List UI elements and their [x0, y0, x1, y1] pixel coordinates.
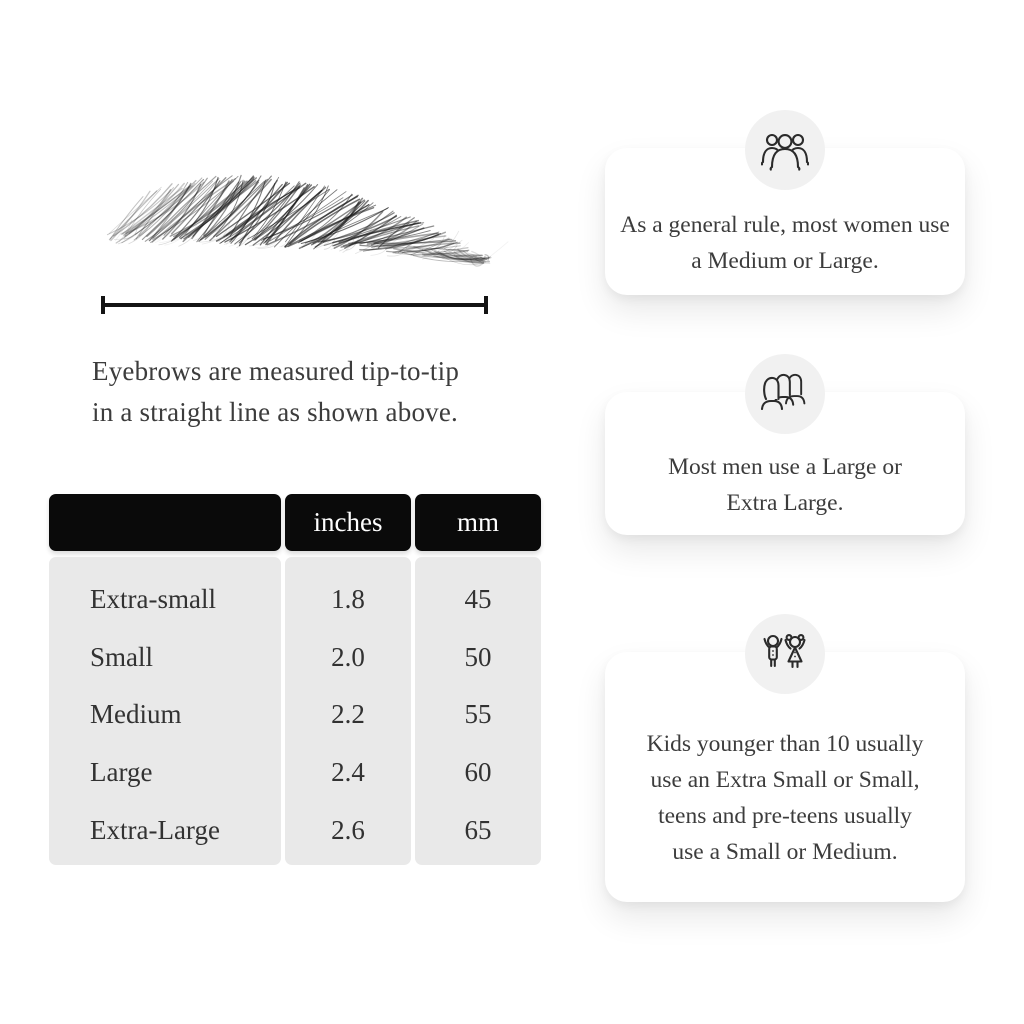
table-column-mm	[415, 557, 541, 865]
measure-tick-left	[101, 296, 105, 314]
mm-value: 50	[464, 641, 492, 672]
women-group-icon	[761, 129, 809, 171]
inches-value: 2.6	[331, 814, 365, 845]
icon-badge	[745, 354, 825, 434]
table-header-mm: mm	[415, 494, 541, 551]
table-header-inches: inches	[285, 494, 411, 551]
inches-value: 2.2	[331, 699, 365, 730]
caption-line-2: in a straight line as shown above.	[92, 397, 458, 427]
info-card-women	[605, 148, 965, 295]
size-label: Extra-small	[90, 584, 216, 615]
table-column-inches	[285, 557, 411, 865]
inches-value: 2.4	[331, 757, 365, 788]
icon-badge	[745, 110, 825, 190]
kids-icon	[762, 633, 808, 675]
mm-value: 60	[464, 757, 492, 788]
caption-line-1: Eyebrows are measured tip-to-tip	[92, 356, 460, 386]
eyebrow-illustration	[55, 148, 515, 288]
icon-badge	[745, 614, 825, 694]
card-text-men: Most men use a Large or Extra Large.	[668, 453, 902, 516]
inches-value: 1.8	[331, 584, 365, 615]
measure-tick-right	[484, 296, 488, 314]
mm-value: 45	[464, 584, 492, 615]
info-card-men	[605, 392, 965, 535]
table-column-size	[49, 557, 281, 865]
size-table	[49, 494, 541, 865]
measurement-caption	[92, 351, 459, 433]
size-label: Small	[90, 641, 154, 672]
mm-value: 55	[464, 699, 492, 730]
measurement-line	[103, 303, 486, 307]
card-text-kids: Kids younger than 10 usually use an Extra Small or Small, teens and pre-teens usually use a Small or Medium.	[646, 731, 924, 865]
table-header-size	[49, 494, 281, 551]
inches-value: 2.0	[331, 641, 365, 672]
size-label: Large	[90, 757, 153, 788]
size-label: Medium	[90, 699, 182, 730]
size-label: Extra-Large	[90, 814, 220, 845]
men-group-icon	[761, 373, 809, 415]
mm-value: 65	[464, 814, 492, 845]
card-text-women: As a general rule, most women use a Medium or Large.	[620, 211, 950, 274]
info-card-kids	[605, 652, 965, 902]
